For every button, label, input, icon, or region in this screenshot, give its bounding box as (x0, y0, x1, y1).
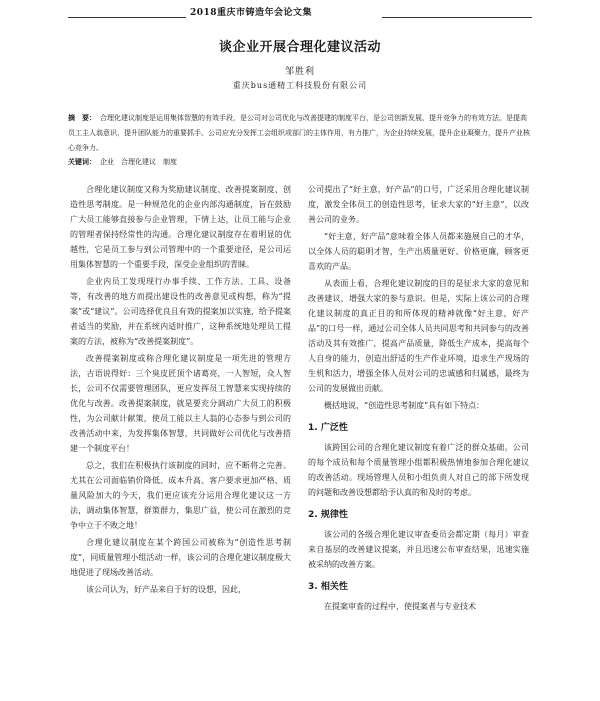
abstract (68, 110, 530, 156)
right-paragraph-2: “好主意，好产品”意味着全体人员都来施展自己的才华，以全体人员的聪明才智，生产出质量更好、价格更廉，顾客更喜欢的产品。 (308, 232, 529, 271)
section-3-text: 在提案审查的过程中，使提案者与专业技术 (324, 602, 476, 611)
affiliation: 重庆bus通精工科技股份有限公司 (232, 81, 368, 90)
article-title: 谈企业开展合理化建议活动 (218, 40, 381, 55)
right-paragraph-1: 公司提出了“好主意，好产品”的口号，广泛采用合理化建议制度，激发全体员工的创造性思考，征求大家的“好主意”，以改善公司的业务。 (308, 185, 529, 224)
keywords (68, 156, 530, 168)
section-2-title: 2. 规律性 (308, 510, 348, 520)
section-3-title: 3. 相关性 (308, 582, 348, 592)
header-rule-left (68, 17, 186, 18)
abstract-text: 合理化建议制度是运用集体智慧的有效手段，是公司对公司优化与改善提建的制度平台，是公司创新发展、提升竞争力的有效方法。是提高员工主人翁意识，提升团队能力的重要抓手。公司应充分发挥工会组织或部门的主体作用，有力推广，为企业持续发展，提升企业凝聚力，提升产业核心竞争力。 (68, 114, 530, 152)
section-1-text: 该跨国公司的合理化建议制度有着广泛的群众基础。公司的每个成员和每个质量管理小组都积极热情地参加合理化建议的改善活动。现场管理人员和小组负责人对自己的部下所发现的问题和改善设想都给予认真的和及时的考虑。 (308, 443, 529, 497)
section-2-text: 该公司的各级合理化建议审查委员会都定期（每月）审查来自基层的改善建议提案，并且迅速公布审查结果，迅速实施被采纳的改善方案。 (308, 530, 529, 569)
header-rule-right (382, 17, 532, 18)
abstract-label: 摘 要： (68, 113, 96, 122)
author: 邹胜利 (284, 67, 315, 77)
right-paragraph-4: 概括地说，“创造性思考制度”具有如下特点： (324, 401, 485, 410)
left-paragraph-5: 合理化建议制度在某个跨国公司被称为“创造性思考制度”，同质量管理小组活动一样，该公司的合理化建议制度极大地促进了现场改善活动。 (70, 538, 291, 577)
left-column (70, 182, 291, 599)
keywords-label: 关键词： (68, 157, 96, 166)
right-column (308, 182, 529, 616)
right-paragraph-3: 从表面上看，合理化建议制度的目的是征求大家的意见和改善建议，增强大家的参与意识。但是，实际上该公司的合理化建议制度的真正目的和所体现的精神就像“好主意，好产品”的口号一样，通过公司全体人员共同思考和共同参与的改善活动及其有效推广，提高产品质量，降低生产成本，提高每个人自身的能力，创造出舒适的生产作业环境，追求生产现场的生机和活力，增强全体人员对公司的忠诚感和归属感，最终为公司的发展做出贡献。 (308, 279, 529, 393)
section-1-title: 1. 广泛性 (308, 423, 348, 433)
left-paragraph-4: 总之，我们在积极执行该制度的同时，应不断将之完善。尤其在公司面临销价降低、成本升高、客户要求更加严格、质量风险加大的今天，我们更应该充分运用合理化建议这一方法，调动集体智慧，群策群力，集思广益，使公司在激烈的竞争中立于不败之地！ (70, 461, 291, 530)
running-header: 2018重庆市铸造年会论文集 (190, 8, 313, 18)
left-paragraph-2: 企业内员工发现现行办事手续、工作方法、工具、设备等，有改善的地方而提出建设性的改善意见或构想，称为“提案”或“建议”。公司选择优良且有效的提案加以实施，给予提案者适当的奖励，并在系统内适时推广，这种系统地处理员工提案的方法，被称为“改善提案制度”。 (70, 277, 291, 346)
keywords-text: 企业 合理化建议 制度 (100, 158, 177, 166)
left-paragraph-3: 改善提案制度或称合理化建议制度是一项先进的管理方法，古语说得好：三个臭皮匠顶个诸葛亮，一人智短，众人智长，公司不仅需要管理团队，更应发挥员工智慧来实现持续的优化与改善。改善提案制度，就是要充分调动广大员工的积极性，为公司献计献策，使员工能以主人翁的心态参与到公司的改善活动中来，为发挥集体智慧，共同做好公司优化与改善搭建一个制度平台！ (70, 354, 291, 453)
left-paragraph-6: 该公司认为，好产品来自于好的设想，因此， (86, 585, 246, 594)
left-paragraph-1: 合理化建议制度又称为奖励建议制度、改善提案制度、创造性思考制度。是一种规范化的企业内部沟通制度，旨在鼓励广大员工能够直接参与企业管理，下情上达，让员工能与企业的管理者保持经常性的沟通。合理化建议制度存在着明显的优越性，它是员工参与到公司管理中的一个重要途径，是公司运用集体智慧的一个重要手段，深受企业组织的青睐。 (70, 185, 291, 269)
